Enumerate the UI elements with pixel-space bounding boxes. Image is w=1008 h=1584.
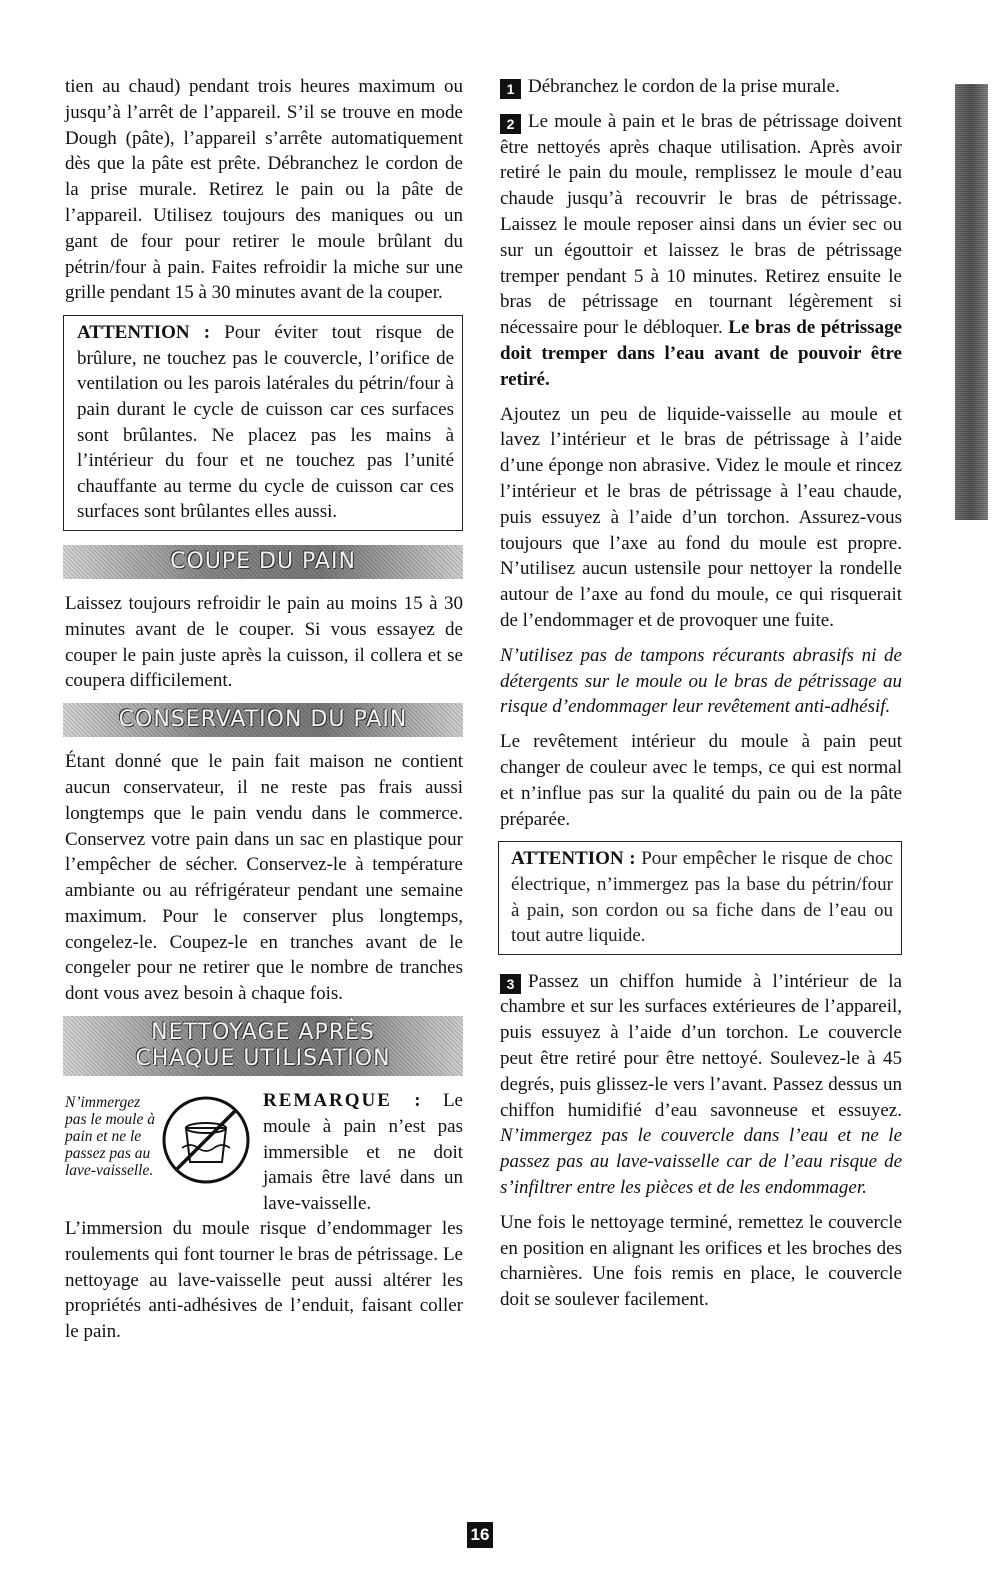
wash-paragraph: Ajoutez un peu de liquide-vaisselle au moule et lavez l’intérieur et le bras de pétrissage à l’aide d’une éponge non abrasive. Videz le moule et rincez l’intérieur et le bras de pétrissage à l’eau chaude, puis essuyez à l’aide d’un torchon. Assurez-vous toujours que l’axe au fond du moule est propre. N’utilisez aucun ustensile pour nettoyer la rondelle autour de l’axe au fond du moule, ce qui risquerait de l’endommager et de provoquer une fuite. [500, 403, 902, 631]
step-3-number: 3 [500, 974, 521, 994]
remarque-label: REMARQUE : [263, 1090, 423, 1112]
step-2-text: Le moule à pain et le bras de pétrissage doivent être nettoyés après chaque utilisation. Après avoir retiré le pain du moule, remplissez le moule d’eau chaude jusqu’à recouvrir le bras de pétrissage. Laissez le moule reposer ainsi dans un évier sec ou sur un égouttoir et laissez le bras de pétrissage tremper pendant 5 à 10 minutes. Retirez ensuite le bras de pétrissage en tournant légèrement si nécessaire pour le débloquer. [500, 110, 902, 339]
section-heading-nettoyage-text [63, 1020, 463, 1072]
step-1-number: 1 [500, 79, 521, 99]
icon-caption: N’immergez pas le moule à pain et ne le passez pas au lave-vaisselle. [65, 1094, 155, 1180]
step-2-number: 2 [500, 114, 521, 134]
attention-text: Pour éviter tout risque de brûlure, ne touchez pas le couvercle, l’orifice de ventilation ou les parois latérales du pétrin/four à pain durant le cycle de cuisson car ces surfaces sont brûlantes. Ne placez pas les mains à l’intérieur du four et ne touchez pas l’unité chauffante au terme du cycle de cuisson car ces surfaces sont brûlantes elles aussi. [77, 322, 454, 523]
left-column [65, 74, 463, 1354]
step-2-bold: Le bras de pétrissage doit tremper dans l’eau avant de pouvoir être retiré. [500, 317, 903, 390]
intro-paragraph: tien au chaud) pendant trois heures maximum ou jusqu’à l’arrêt de l’appareil. S’il se trouve en mode Dough (pâte), l’appareil s’arrête automatiquement dès que la pâte est prête. Débranchez le cordon de la prise murale. Retirez le pain ou la pâte de l’appareil. Utilisez toujours des maniques ou un gant de four pour retirer le moule brûlant du pétrin/four à pain. Faites refroidir la miche sur une grille pendant 15 à 30 minutes avant de la couper. [65, 76, 463, 304]
attention-box-electric [498, 841, 902, 954]
attention-text-right: Pour empêcher le risque de choc électrique, n’immergez pas la base du pétrin/four à pain, son cordon ou sa fiche dans de l’eau ou tout autre liquide. [511, 848, 893, 947]
remarque-block [65, 1088, 463, 1216]
attention-label-right: ATTENTION : [511, 848, 636, 870]
coating-paragraph: Le revêtement intérieur du moule à pain peut changer de couleur avec le temps, ce qui est normal et n’influe pas sur la qualité du pain ou de la pâte préparée. [500, 731, 902, 830]
final-paragraph: Une fois le nettoyage terminé, remettez le couvercle en position en alignant les orifices et les broches des charnières. Une fois remis en place, le couvercle doit se soulever facilement. [500, 1211, 902, 1311]
step-3-text: Passez un chiffon humide à l’intérieur de la chambre et sur les surfaces extérieures de l’appareil, puis essuyez à l’aide d’un torchon. Le couvercle peut être retiré pour être nettoyé. Soulevez-le à 45 degrés, puis glissez-le vers l’avant. Passez dessus un chiffon humidifié d’eau savonneuse et essuyez. [500, 970, 902, 1121]
remarque-text: Le moule à pain n’est pas immersible et ne doit jamais être lavé dans un lave-vaisselle. [263, 1090, 463, 1215]
coupe-paragraph: Laissez toujours refroidir le pain au moins 15 à 30 minutes avant de le couper. Si vous essayez de couper le pain juste après la cuisson, il collera et se coupera difficilement. [65, 592, 463, 692]
section-heading-coupe [63, 545, 463, 579]
section-heading-conservation [63, 703, 463, 737]
immersion-paragraph: L’immersion du moule risque d’endommager les roulements qui font tourner le bras de pétrissage. Le nettoyage au lave-vaisselle peut aussi altérer les propriétés anti-adhésives de l’enduit, faisant coller le pain. [65, 1218, 463, 1343]
step-3-italic: N’immergez pas le couvercle dans l’eau et ne le passez pas au lave-vaisselle car de l’eau risque de s’infiltrer entre les pièces et de les endommager. [500, 1125, 902, 1199]
nettoyage-line-2: CHAQUE UTILISATION [135, 1046, 391, 1072]
side-tab-marker [955, 84, 988, 520]
attention-box-burn [63, 315, 463, 531]
conservation-paragraph: Étant donné que le pain fait maison ne contient aucun conservateur, il ne reste pas frais aussi longtemps que le pain vendu dans le commerce. Conservez votre pain dans un sac en plastique pour l’empêcher de sécher. Conservez-le à température ambiante ou au réfrigérateur pendant une semaine maximum. Pour le conserver plus longtemps, congelez-le. Coupez-le en tranches avant de le congeler pour ne retirer que le nombre de tranches dont vous avez besoin à chaque fois. [65, 751, 463, 1005]
abrasive-warning: N’utilisez pas de tampons récurants abrasifs ni de détergents sur le moule ou le bras de pétrissage au risque d’endommager leur revêtement anti-adhésif. [500, 644, 902, 718]
no-dishwasher-icon [160, 1094, 252, 1186]
step-1 [500, 74, 902, 100]
page-number: 16 [467, 1522, 493, 1548]
right-column [500, 74, 902, 1322]
section-heading-conservation-text: CONSERVATION DU PAIN [118, 707, 408, 733]
step-1-text: Débranchez le cordon de la prise murale. [528, 76, 840, 97]
section-heading-nettoyage [63, 1016, 463, 1076]
nettoyage-line-1: NETTOYAGE APRÈS [151, 1020, 375, 1046]
step-3 [500, 969, 902, 1201]
remarque-note [263, 1088, 463, 1217]
section-heading-coupe-text: COUPE DU PAIN [170, 548, 356, 574]
attention-label: ATTENTION : [77, 322, 211, 344]
step-2 [500, 109, 902, 393]
